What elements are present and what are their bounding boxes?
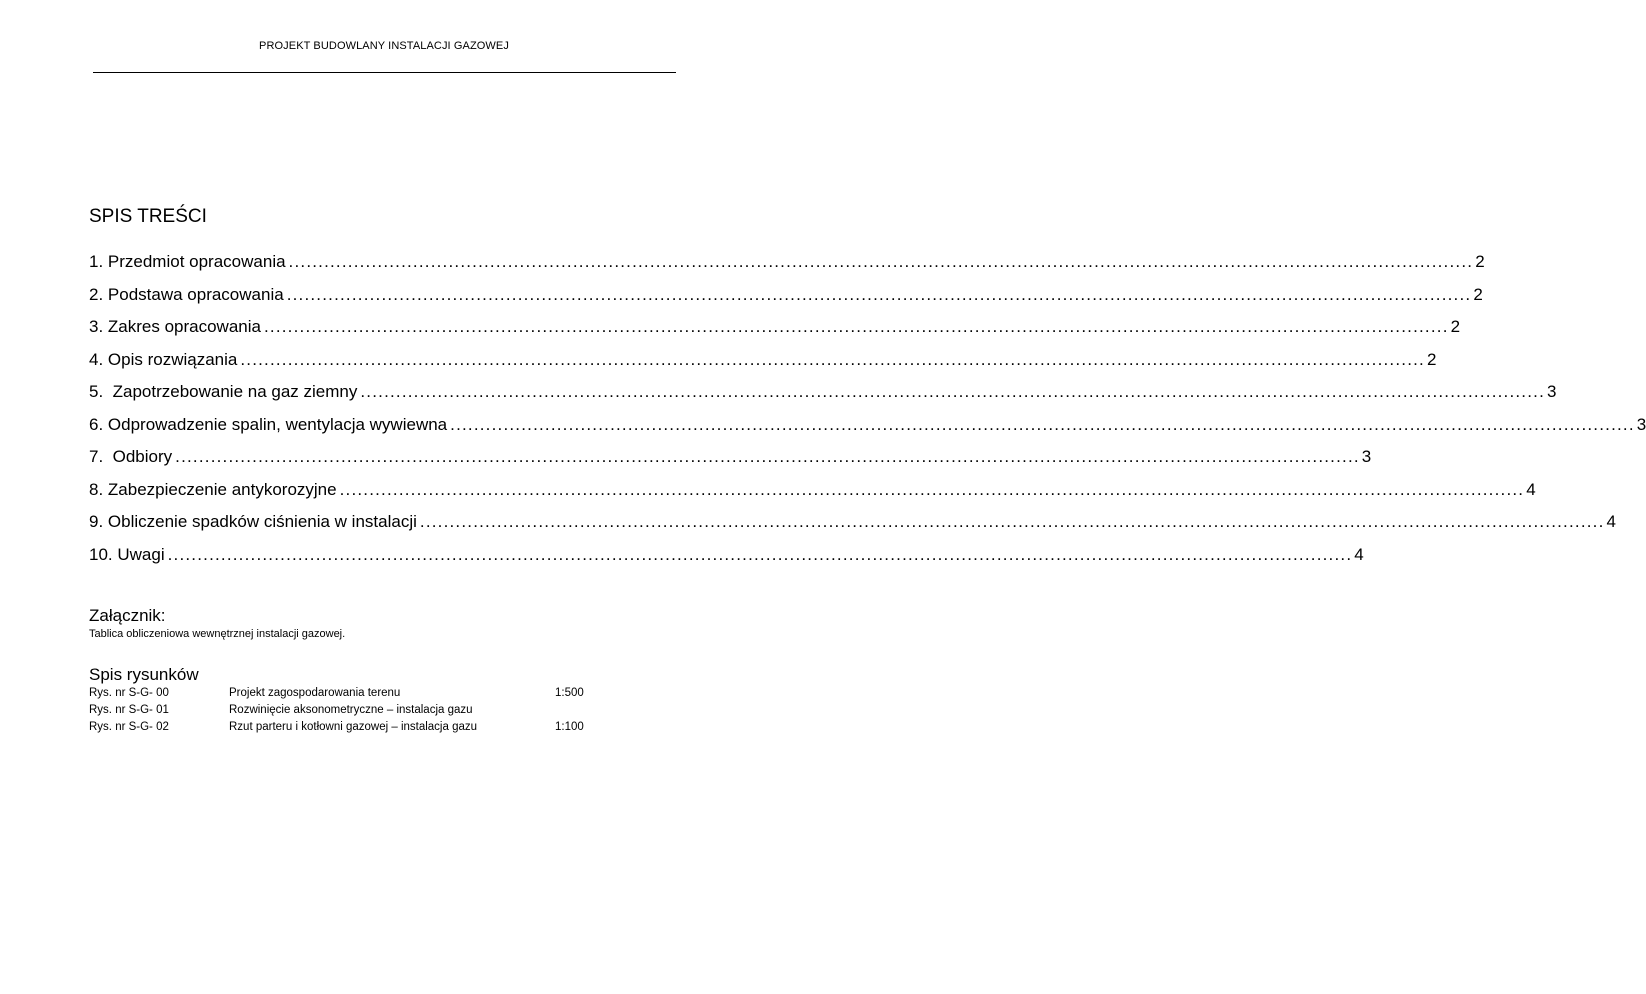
toc-item bbox=[89, 317, 1461, 350]
drawing-scale: 1:500 bbox=[555, 687, 584, 699]
toc-leader-dots: ........................................................................................................................................................................................................ bbox=[450, 414, 1635, 434]
toc-item-label: 3. Zakres opracowania bbox=[89, 317, 261, 336]
toc-item-label: 7. Odbiory bbox=[89, 447, 173, 466]
toc-item-page: 2 bbox=[1450, 317, 1461, 336]
toc-item bbox=[89, 447, 1372, 480]
toc-item-label: 8. Zabezpieczenie antykorozyjne bbox=[89, 479, 337, 499]
toc-title: SPIS TREŚCI bbox=[89, 206, 207, 227]
toc-leader-dots: ........................................................................................................................................................................................................ bbox=[175, 447, 1360, 466]
toc-leader-dots: ........................................................................................................................................................................................................ bbox=[419, 512, 1605, 531]
toc-item-page: 4 bbox=[1354, 544, 1364, 564]
toc-item bbox=[89, 252, 1485, 285]
toc-item bbox=[89, 284, 1483, 318]
toc-item-label: 1. Przedmiot opracowania bbox=[89, 252, 286, 271]
toc-item-label: 5. Zapotrzebowanie na gaz ziemny bbox=[89, 382, 358, 401]
toc-item bbox=[89, 382, 1557, 415]
toc-item bbox=[89, 414, 1646, 448]
toc-item bbox=[89, 479, 1536, 513]
toc-item-label: 6. Odprowadzenie spalin, wentylacja wywiewna bbox=[89, 414, 448, 434]
drawing-row bbox=[89, 687, 609, 704]
toc-item-label: 10. Uwagi bbox=[89, 544, 165, 564]
drawings-title: Spis rysunków bbox=[89, 665, 199, 684]
annex-title: Załącznik: bbox=[89, 606, 166, 625]
toc-item-page: 3 bbox=[1547, 382, 1557, 401]
toc-item-page: 4 bbox=[1526, 479, 1536, 499]
drawing-title: Rozwinięcie aksonometryczne – instalacja gazu bbox=[229, 704, 473, 716]
toc-leader-dots: ........................................................................................................................................................................................................ bbox=[339, 479, 1525, 499]
toc-leader-dots: ........................................................................................................................................................................................................ bbox=[263, 317, 1449, 336]
drawing-number: Rys. nr S-G- 00 bbox=[89, 687, 169, 699]
toc-item-page: 3 bbox=[1636, 414, 1646, 434]
toc-leader-dots: ........................................................................................................................................................................................................ bbox=[288, 252, 1474, 271]
toc-item-label: 4. Opis rozwiązania bbox=[89, 349, 238, 369]
drawing-row bbox=[89, 721, 609, 738]
toc-item-label: 9. Obliczenie spadków ciśnienia w instalacji bbox=[89, 512, 417, 531]
toc-leader-dots: ........................................................................................................................................................................................................ bbox=[167, 544, 1353, 564]
toc-item-page: 2 bbox=[1473, 284, 1483, 304]
toc-item bbox=[89, 512, 1616, 545]
toc-leader-dots: ........................................................................................................................................................................................................ bbox=[360, 382, 1546, 401]
toc-item-page: 4 bbox=[1606, 512, 1616, 531]
drawing-title: Rzut parteru i kotłowni gazowej – instalacja gazu bbox=[229, 721, 478, 733]
toc-item-page: 3 bbox=[1361, 447, 1372, 466]
toc-item-page: 2 bbox=[1475, 252, 1485, 271]
toc-item bbox=[89, 544, 1364, 578]
toc-item bbox=[89, 349, 1437, 383]
toc-list bbox=[89, 252, 1646, 577]
drawing-title: Projekt zagospodarowania terenu bbox=[229, 687, 401, 699]
drawing-row bbox=[89, 704, 609, 721]
page-header: PROJEKT BUDOWLANY INSTALACJI GAZOWEJ bbox=[259, 40, 509, 52]
header-divider bbox=[93, 72, 676, 73]
drawings-list bbox=[89, 687, 609, 738]
drawing-number: Rys. nr S-G- 02 bbox=[89, 721, 169, 733]
toc-item-page: 2 bbox=[1426, 349, 1437, 369]
toc-item-label: 2. Podstawa opracowania bbox=[89, 284, 284, 304]
toc-leader-dots: ........................................................................................................................................................................................................ bbox=[286, 284, 1472, 304]
drawing-number: Rys. nr S-G- 01 bbox=[89, 704, 169, 716]
toc-leader-dots: ........................................................................................................................................................................................................ bbox=[240, 349, 1425, 369]
drawing-scale: 1:100 bbox=[555, 721, 584, 733]
annex-text: Tablica obliczeniowa wewnętrznej instalacji gazowej. bbox=[89, 628, 346, 640]
